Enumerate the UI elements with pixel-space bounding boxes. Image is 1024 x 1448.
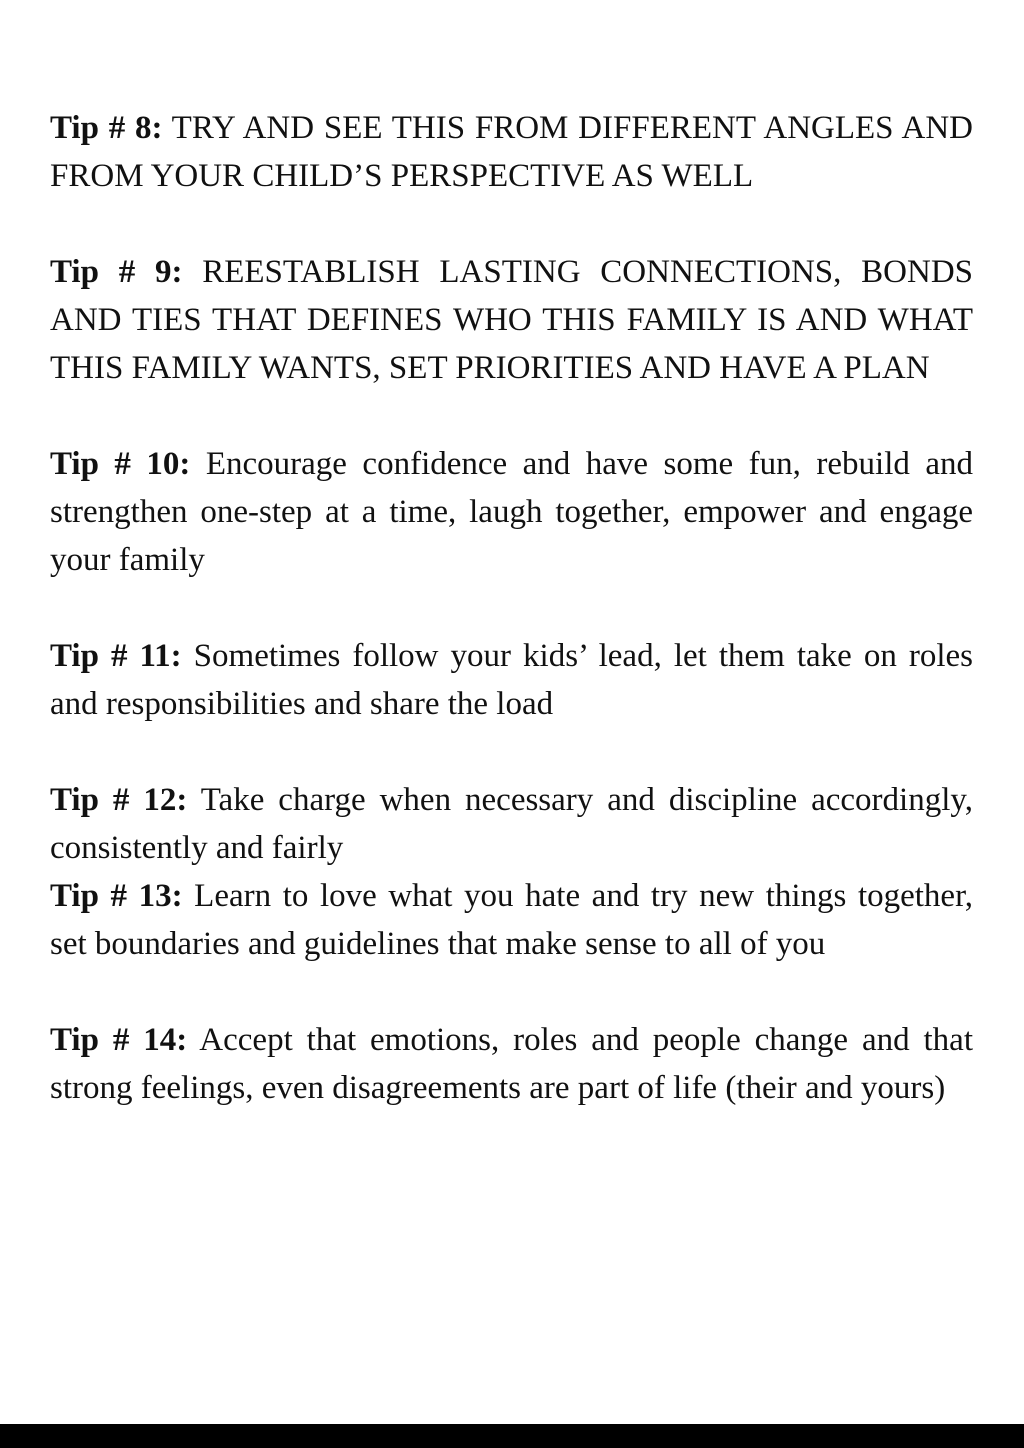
tip-14	[50, 1016, 973, 1112]
tip-9	[50, 248, 973, 392]
tip-8	[50, 104, 973, 200]
tip-12	[50, 776, 973, 872]
tip-12-text: Take charge when necessary and discipline accordingly, consistently and fairly	[50, 782, 973, 866]
tip-13-label: Tip # 13:	[50, 878, 183, 914]
tip-10-label: Tip # 10:	[50, 446, 191, 482]
bottom-border-bar	[0, 1424, 1024, 1448]
tip-11-text: Sometimes follow your kids’ lead, let them take on roles and responsibilities and share the load	[50, 638, 974, 722]
tip-9-text: REESTABLISH LASTING CONNECTIONS, BONDS AND TIES THAT DEFINES WHO THIS FAMILY IS AND WHAT THIS FAMILY WANTS, SET PRIORITIES AND HAVE A PLAN	[50, 254, 973, 386]
tip-14-label: Tip # 14:	[50, 1022, 188, 1058]
tip-12-label: Tip # 12:	[50, 782, 188, 818]
tip-13-text: Learn to love what you hate and try new things together, set boundaries and guidelines that make sense to all of you	[50, 878, 973, 962]
tip-13	[50, 872, 973, 968]
tip-9-label: Tip # 9:	[50, 254, 183, 290]
tip-14-text: Accept that emotions, roles and people change and that strong feelings, even disagreements are part of life (their and yours)	[50, 1022, 973, 1106]
tip-8-text: TRY AND SEE THIS FROM DIFFERENT ANGLES AND FROM YOUR CHILD’S PERSPECTIVE AS WELL	[50, 110, 973, 194]
tips-document	[50, 104, 973, 1112]
tip-11	[50, 632, 973, 728]
tip-11-label: Tip # 11:	[50, 638, 182, 674]
tip-10-text: Encourage confidence and have some fun, rebuild and strengthen one-step at a time, laugh together, empower and engage your family	[50, 446, 973, 578]
tip-8-label: Tip # 8:	[50, 110, 163, 146]
tip-10	[50, 440, 973, 584]
